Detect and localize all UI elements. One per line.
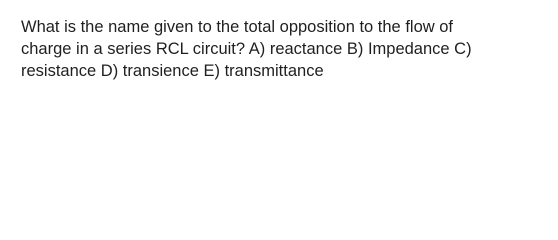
question-line-2: charge in a series RCL circuit? A) reactance B) Impedance C) bbox=[21, 40, 472, 58]
question-line-3: resistance D) transience E) transmittance bbox=[21, 62, 324, 80]
question-text-block bbox=[21, 16, 541, 82]
question-line-1: What is the name given to the total opposition to the flow of bbox=[21, 18, 454, 36]
